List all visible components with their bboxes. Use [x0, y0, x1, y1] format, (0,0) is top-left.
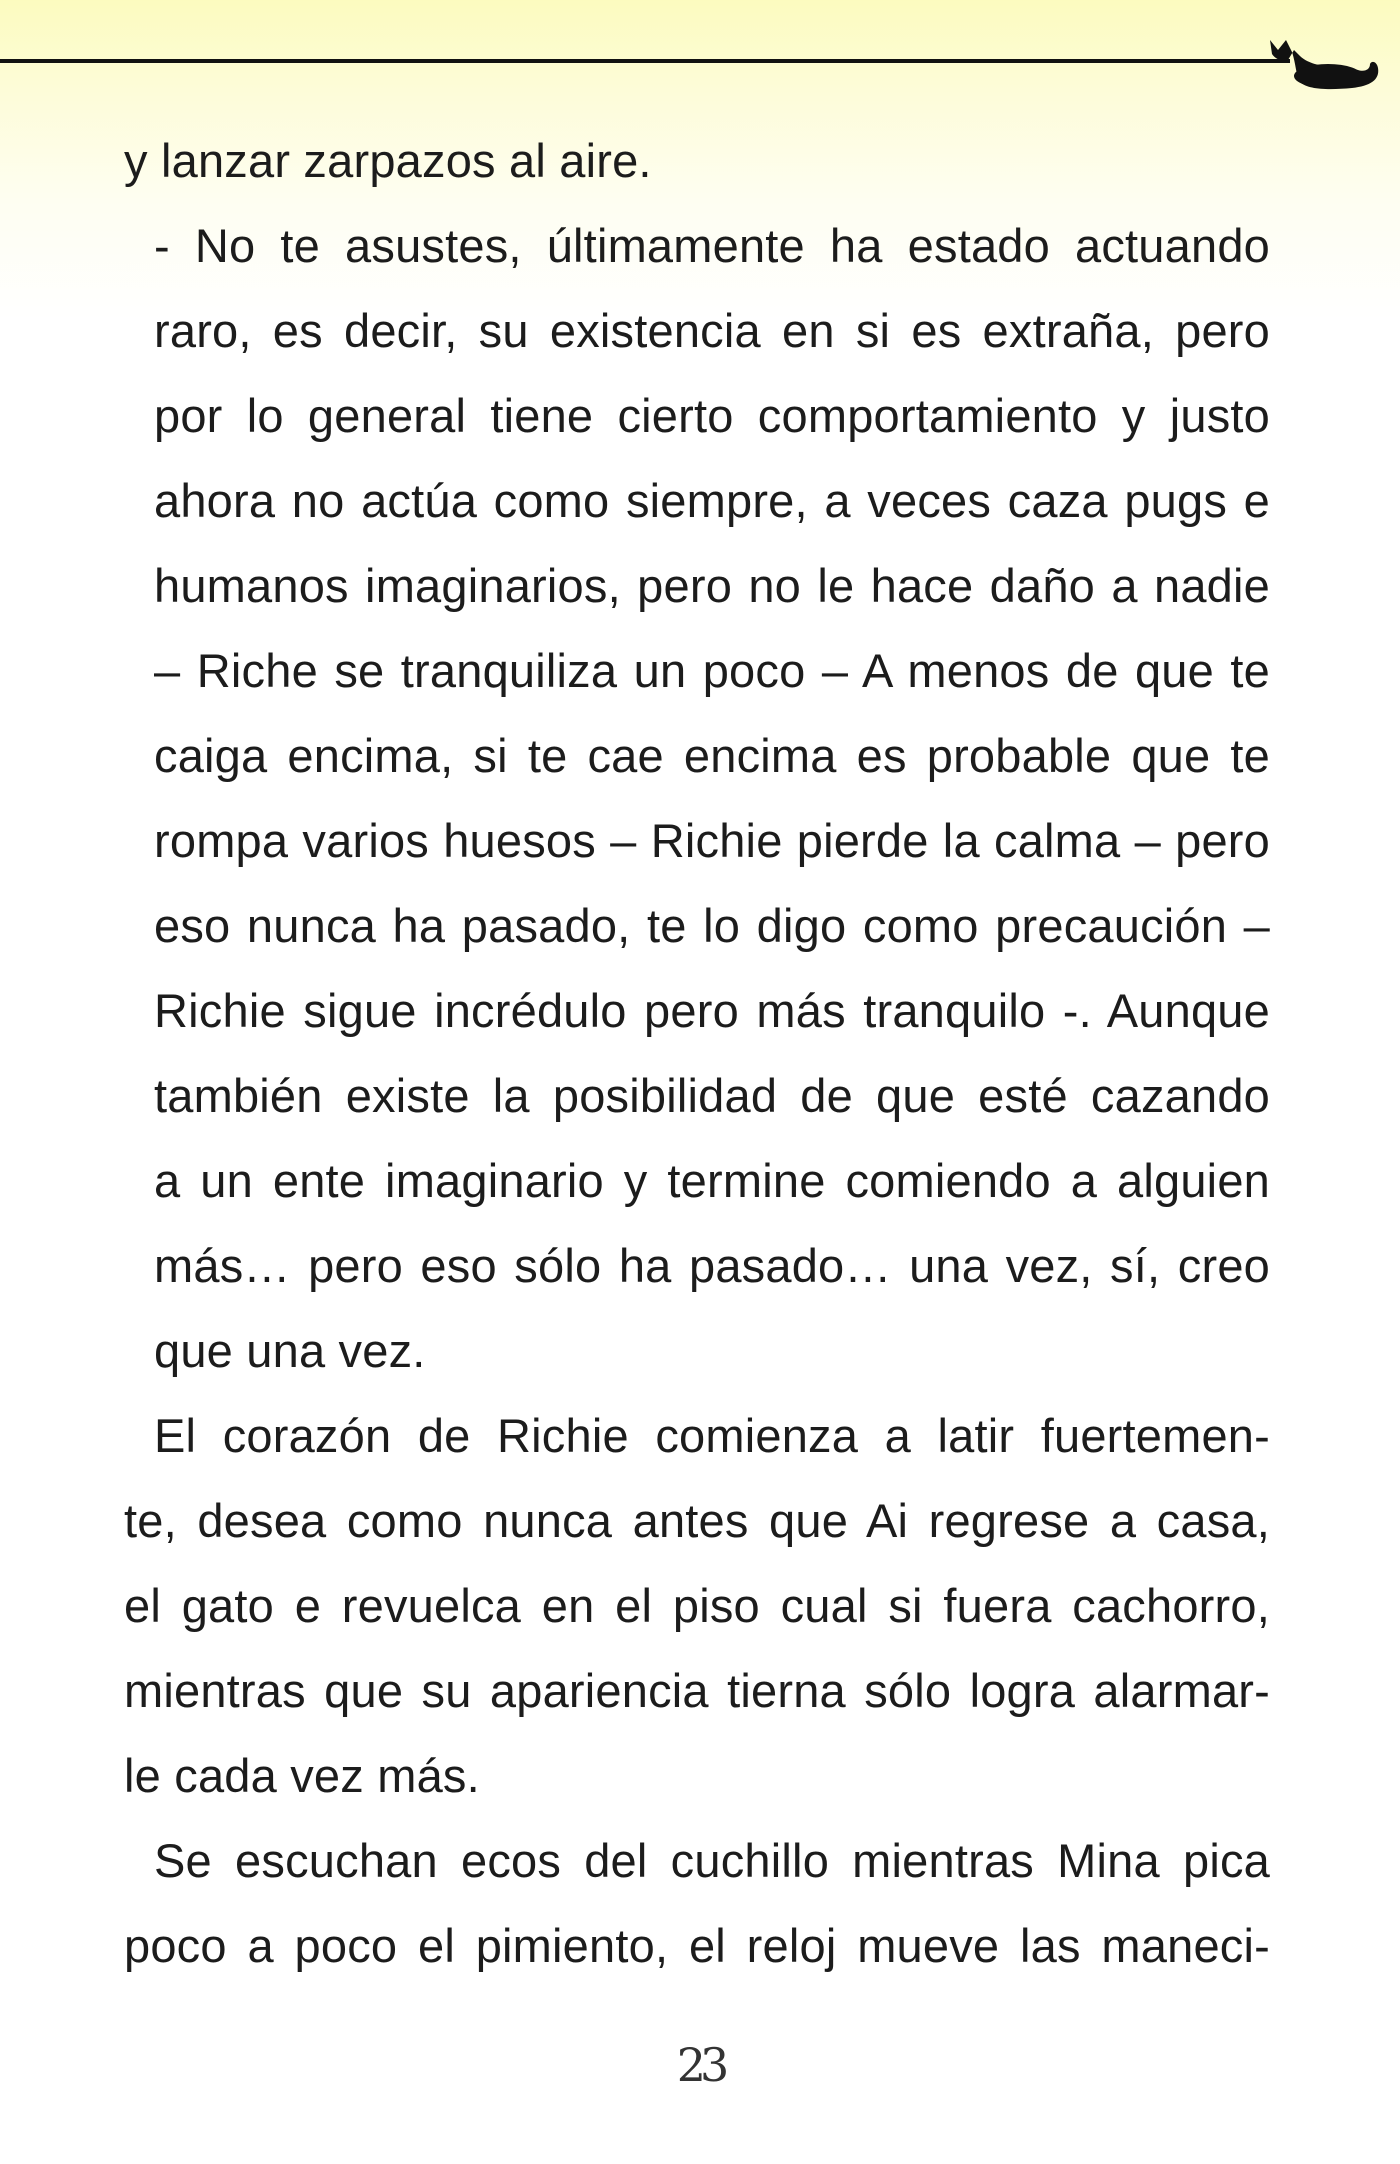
text-line: te, desea como nunca antes que Ai regrese a casa,	[124, 1494, 1270, 1547]
text-line: y lanzar zarpazos al aire.	[124, 134, 652, 187]
page-number: 23	[676, 2038, 724, 2092]
header-rule	[0, 59, 1290, 63]
text-line: le cada vez más.	[124, 1749, 480, 1802]
text-line: que una vez.	[154, 1324, 426, 1377]
text-line: – Riche se tranquiliza un poco – A menos de que te	[154, 644, 1270, 697]
text-line: rompa varios huesos – Richie pierde la calma – pero	[154, 814, 1270, 867]
text-line: humanos imaginarios, pero no le hace daño a nadie	[154, 559, 1270, 612]
text-line: Richie sigue incrédulo pero más tranquilo -. Aunque	[154, 984, 1270, 1037]
page-text	[124, 118, 1270, 1988]
text-line: Se escuchan ecos del cuchillo mientras Mina pica	[154, 1834, 1270, 1887]
text-line: caiga encima, si te cae encima es probable que te	[154, 729, 1270, 782]
text-line: raro, es decir, su existencia en si es extraña, pero	[154, 304, 1270, 357]
text-line: ahora no actúa como siempre, a veces caza pugs e	[154, 474, 1270, 527]
cat-silhouette-icon	[1266, 22, 1386, 94]
text-line: poco a poco el pimiento, el reloj mueve las maneci-	[124, 1919, 1270, 1972]
text-line: más… pero eso sólo ha pasado… una vez, sí, creo	[154, 1239, 1270, 1292]
text-line: el gato e revuelca en el piso cual si fuera cachorro,	[124, 1579, 1270, 1632]
text-line: mientras que su apariencia tierna sólo logra alarmar-	[124, 1664, 1270, 1717]
text-line: por lo general tiene cierto comportamiento y justo	[154, 389, 1270, 442]
text-line: El corazón de Richie comienza a latir fuertemen-	[154, 1409, 1270, 1462]
text-line: eso nunca ha pasado, te lo digo como precaución –	[154, 899, 1270, 952]
text-line: también existe la posibilidad de que esté cazando	[154, 1069, 1270, 1122]
text-line: - No te asustes, últimamente ha estado actuando	[154, 219, 1270, 272]
text-line: a un ente imaginario y termine comiendo a alguien	[154, 1154, 1270, 1207]
